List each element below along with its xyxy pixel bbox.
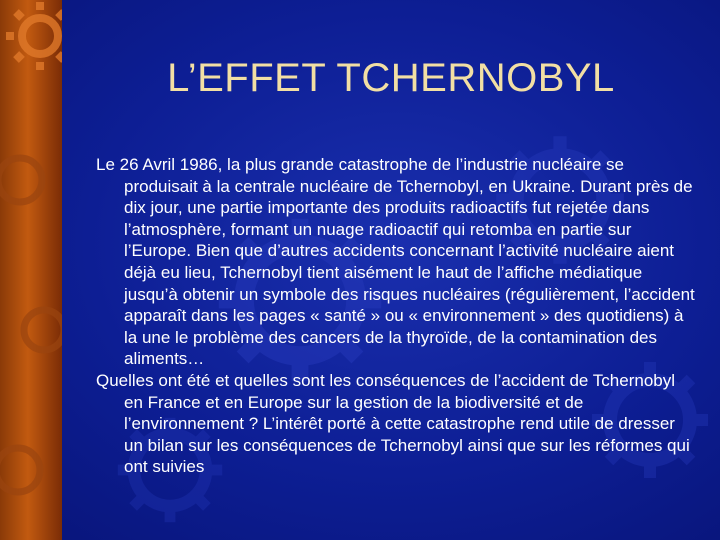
paragraph: Quelles ont été et quelles sont les conséquences de l’accident de Tchernobyl en France et en Europe sur la gestion de la biodiversité et de l’environnement ? L’intérêt porté à cette catastrophe rend utile de dresser un bilan sur les conséquences de Tchernobyl ainsi que sur les réformes qui ont suivies	[96, 370, 690, 477]
decorative-side-bar	[0, 0, 62, 540]
paragraph: Le 26 Avril 1986, la plus grande catastrophe de l’industrie nucléaire se produisait à la centrale nucléaire de Tchernobyl, en Ukraine. Durant près de dix jour, une partie importante des produits radioactifs fut rejetée dans l’atmosphère, formant un nuage radioactif qui retomba en partie sur l’Europe. Bien que d’autres accidents concernant l’activité nucléaire aient déjà eu lieu, Tchernobyl tient aisément le haut de l’affiche médiatique jusqu’à obtenir un symbole des risques nucléaires (régulièrement, l’accident apparaît dans les pages « santé » ou « environnement » des quotidiens) à la une le problème des cancers de la thyroïde, de la contamination des aliments…	[96, 155, 695, 369]
gear-icon	[0, 0, 62, 540]
slide-title: L’EFFET TCHERNOBYL	[167, 56, 615, 100]
slide-body	[96, 154, 696, 478]
